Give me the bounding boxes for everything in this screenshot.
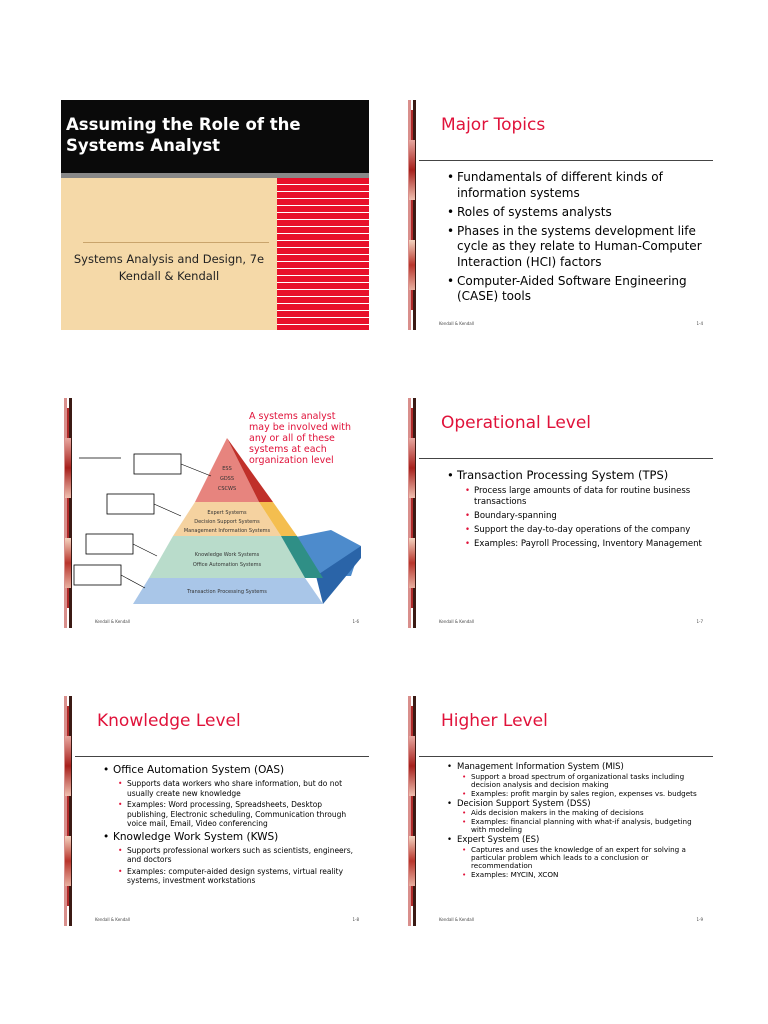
title-band <box>61 100 369 178</box>
bullet-list <box>447 170 709 308</box>
footer-author: Kendall & Kendall <box>439 321 474 326</box>
subtitle-rule <box>83 242 269 243</box>
slide-heading: Knowledge Level <box>97 711 241 731</box>
decorative-side-bar <box>405 696 419 926</box>
slide-major-topics <box>405 100 713 330</box>
subtitle <box>61 251 277 285</box>
sub-item: • Process large amounts of data for routine business transactions <box>465 486 709 508</box>
list-item <box>447 762 709 798</box>
footer-author: Kendall & Kendall <box>95 619 130 624</box>
sub-list <box>462 809 709 834</box>
slide-heading: Higher Level <box>441 711 548 731</box>
sub-item: • Aids decision makers in the making of decisions <box>462 809 709 817</box>
slide-heading: Major Topics <box>441 115 546 135</box>
list-item-text: Office Automation System (OAS) <box>113 764 285 776</box>
slide-operational-level <box>405 398 713 628</box>
tier1-label: GDSS <box>219 476 235 482</box>
list-item-text: Decision Support System (DSS) <box>457 798 591 809</box>
list-item: • Computer-Aided Software Engineering (CASE) tools <box>447 274 709 305</box>
list-item <box>447 799 709 835</box>
sub-item: • Support the day-to-day operations of the company <box>465 525 709 536</box>
slide-title-text: Assuming the Role of the Systems Analyst <box>66 115 301 155</box>
footer-page: 1-8 <box>352 917 359 922</box>
bullet-list <box>103 764 365 888</box>
label-box <box>134 454 181 474</box>
red-stripes <box>277 178 369 330</box>
tier1-label: CSCWS <box>217 486 237 492</box>
list-item-text: Expert System (ES) <box>457 835 540 845</box>
slide-pyramid <box>61 398 369 628</box>
sub-item: • Supports professional workers such as scientists, engineers, and doctors <box>118 846 365 865</box>
sub-list <box>462 773 709 798</box>
decorative-side-bar <box>405 100 419 330</box>
list-item-text: Management Information System (MIS) <box>457 762 624 772</box>
footer-page: 1-4 <box>696 321 703 326</box>
heading-rule <box>419 756 713 757</box>
sub-item: • Examples: profit margin by sales region, expenses vs. budgets <box>462 790 709 798</box>
decorative-side-bar <box>405 398 419 628</box>
sub-item: • Support a broad spectrum of organizational tasks including decision analysis and decision making <box>462 773 709 789</box>
sub-item: • Examples: financial planning with what-if analysis, budgeting with modeling <box>462 818 709 834</box>
list-item <box>103 764 365 829</box>
tier3-label: Knowledge Work Systems <box>194 552 260 558</box>
sub-item: • Captures and uses the knowledge of an expert for solving a particular problem which leads to a conclusion or recommendation <box>462 846 709 870</box>
sub-item: • Boundary-spanning <box>465 511 709 522</box>
callout-note: A systems analyst may be involved with any or all of these systems at each organization level <box>249 411 352 466</box>
footer-author: Kendall & Kendall <box>439 619 474 624</box>
tier2-label: Management Information Systems <box>183 528 271 534</box>
sub-list <box>118 779 365 829</box>
footer-author: Kendall & Kendall <box>439 917 474 922</box>
list-item: • Fundamentals of different kinds of information systems <box>447 170 709 201</box>
decorative-side-bar <box>61 696 75 926</box>
slide-knowledge-level <box>61 696 369 926</box>
tier1-label: ESS <box>222 466 232 472</box>
footer-author: Kendall & Kendall <box>95 917 130 922</box>
sub-list <box>465 486 709 550</box>
heading-rule <box>419 458 713 459</box>
label-box <box>107 494 154 514</box>
sub-item: • Examples: computer-aided design systems, virtual reality systems, investment workstations <box>118 867 365 886</box>
bullet-list <box>447 762 709 880</box>
footer-page: 1-9 <box>696 917 703 922</box>
sub-item: • Supports data workers who share information, but do not usually create new knowledge <box>118 779 365 798</box>
tier4-label: Transaction Processing Systems <box>187 589 267 595</box>
list-item: • Phases in the systems development life cycle as they relate to Human-Computer Interaction (HCI) factors <box>447 224 709 271</box>
sub-list <box>462 846 709 879</box>
heading-rule <box>75 756 369 757</box>
label-box <box>74 565 121 585</box>
list-item <box>447 835 709 879</box>
list-item <box>103 831 365 886</box>
list-item-text: Transaction Processing System (TPS) <box>457 468 669 482</box>
slide-title <box>61 100 369 330</box>
sub-item: • Examples: MYCIN, XCON <box>462 871 709 879</box>
subtitle-line1: Systems Analysis and Design, 7e <box>73 252 265 266</box>
slide-higher-level <box>405 696 713 926</box>
list-item <box>447 468 709 550</box>
tier2-label: Expert Systems <box>207 510 247 516</box>
footer-page: 1-7 <box>696 619 703 624</box>
footer-page: 1-6 <box>352 619 359 624</box>
sub-item: • Examples: Payroll Processing, Inventory Management <box>465 539 709 550</box>
sub-item: • Examples: Word processing, Spreadsheets, Desktop publishing, Electronic scheduling, Communication through voice mail, Email, Video conferencing <box>118 800 365 829</box>
label-box <box>86 534 133 554</box>
subtitle-line2: Kendall & Kendall <box>118 269 220 283</box>
slide-heading: Operational Level <box>441 413 592 433</box>
list-item: • Roles of systems analysts <box>447 205 709 221</box>
list-item-text: Knowledge Work System (KWS) <box>113 830 279 843</box>
sub-list <box>118 846 365 886</box>
heading-rule <box>419 160 713 161</box>
bullet-list <box>447 468 709 553</box>
tier2-label: Decision Support Systems <box>194 519 260 525</box>
tier3-label: Office Automation Systems <box>192 562 262 568</box>
